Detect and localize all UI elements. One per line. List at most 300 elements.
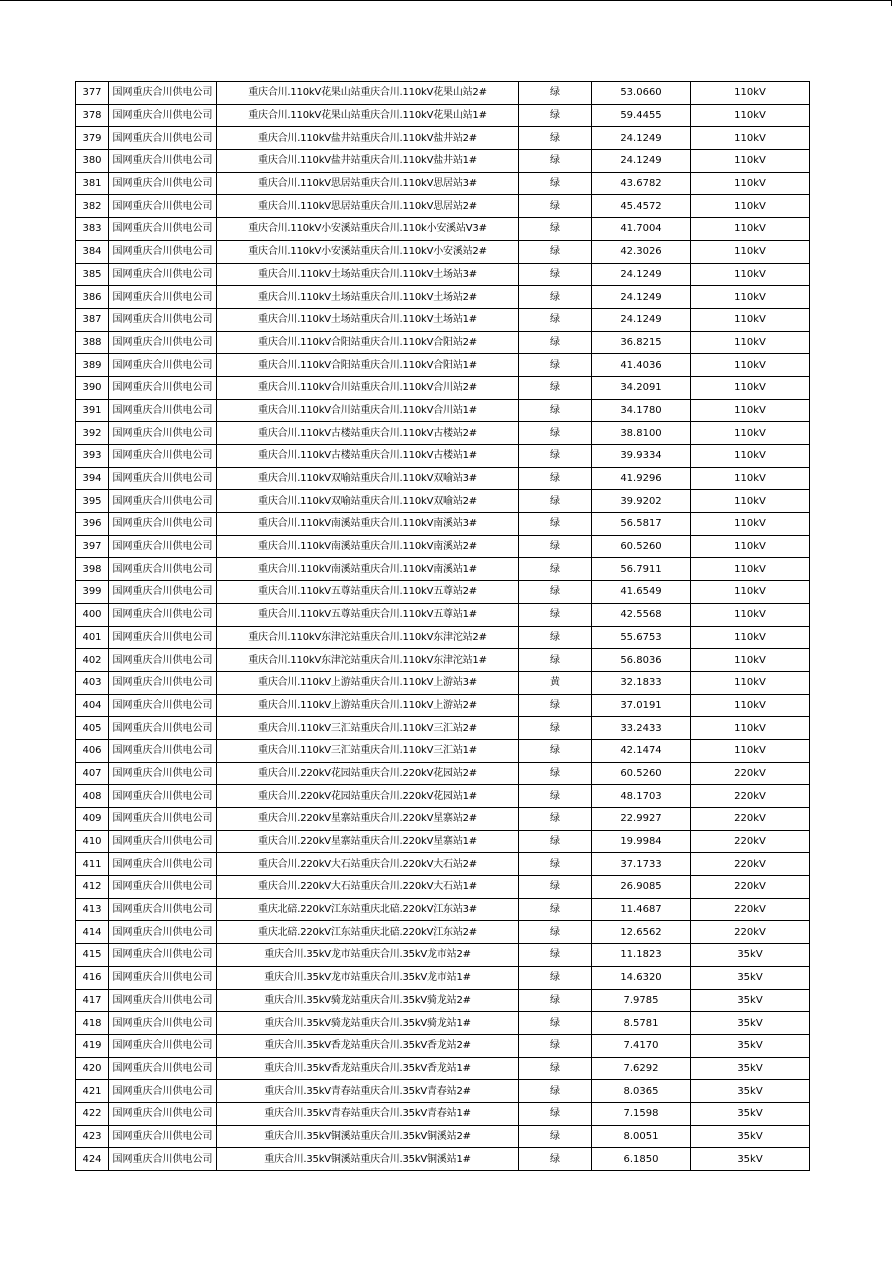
value-cell: 41.4036: [592, 354, 691, 377]
value-cell: 33.2433: [592, 717, 691, 740]
company-cell: 国网重庆合川供电公司: [109, 830, 217, 853]
row-number-cell: 414: [76, 921, 109, 944]
value-cell: 8.0365: [592, 1080, 691, 1103]
table-row: [76, 558, 810, 581]
voltage-level-cell: 110kV: [691, 671, 810, 694]
row-number-cell: 386: [76, 286, 109, 309]
company-cell: 国网重庆合川供电公司: [109, 286, 217, 309]
row-number-cell: 385: [76, 263, 109, 286]
company-cell: 国网重庆合川供电公司: [109, 717, 217, 740]
row-number-cell: 424: [76, 1148, 109, 1171]
row-number-cell: 422: [76, 1102, 109, 1125]
station-name-cell: 重庆合川.110kV合川站重庆合川.110kV合川站2#: [217, 376, 519, 399]
status-color-cell: 绿: [519, 694, 592, 717]
table-row: [76, 989, 810, 1012]
table-row: [76, 603, 810, 626]
status-color-cell: 绿: [519, 558, 592, 581]
station-name-cell: 重庆合川.110kV土场站重庆合川.110kV土场站1#: [217, 308, 519, 331]
table-row: [76, 808, 810, 831]
station-name-cell: 重庆合川.220kV星寨站重庆合川.220kV星寨站2#: [217, 808, 519, 831]
table-row: [76, 513, 810, 536]
table-row: [76, 717, 810, 740]
station-name-cell: 重庆合川.110kV五尊站重庆合川.110kV五尊站1#: [217, 603, 519, 626]
company-cell: 国网重庆合川供电公司: [109, 445, 217, 468]
station-name-cell: 重庆合川.110kV南溪站重庆合川.110kV南溪站2#: [217, 535, 519, 558]
value-cell: 41.7004: [592, 218, 691, 241]
value-cell: 14.6320: [592, 966, 691, 989]
value-cell: 19.9984: [592, 830, 691, 853]
table-row: [76, 853, 810, 876]
company-cell: 国网重庆合川供电公司: [109, 853, 217, 876]
value-cell: 7.9785: [592, 989, 691, 1012]
voltage-level-cell: 110kV: [691, 150, 810, 173]
voltage-level-cell: 110kV: [691, 626, 810, 649]
company-cell: 国网重庆合川供电公司: [109, 649, 217, 672]
voltage-level-cell: 35kV: [691, 1034, 810, 1057]
row-number-cell: 413: [76, 898, 109, 921]
company-cell: 国网重庆合川供电公司: [109, 581, 217, 604]
status-color-cell: 绿: [519, 1012, 592, 1035]
company-cell: 国网重庆合川供电公司: [109, 150, 217, 173]
table-row: [76, 785, 810, 808]
row-number-cell: 419: [76, 1034, 109, 1057]
voltage-level-cell: 220kV: [691, 808, 810, 831]
voltage-level-cell: 110kV: [691, 490, 810, 513]
status-color-cell: 绿: [519, 785, 592, 808]
status-color-cell: 绿: [519, 853, 592, 876]
value-cell: 53.0660: [592, 82, 691, 105]
table-row: [76, 376, 810, 399]
station-name-cell: 重庆合川.110kV合川站重庆合川.110kV合川站1#: [217, 399, 519, 422]
status-color-cell: 绿: [519, 354, 592, 377]
row-number-cell: 394: [76, 467, 109, 490]
company-cell: 国网重庆合川供电公司: [109, 240, 217, 263]
voltage-level-cell: 220kV: [691, 876, 810, 899]
station-name-cell: 重庆合川.220kV星寨站重庆合川.220kV星寨站1#: [217, 830, 519, 853]
row-number-cell: 381: [76, 172, 109, 195]
status-color-cell: 绿: [519, 240, 592, 263]
row-number-cell: 390: [76, 376, 109, 399]
company-cell: 国网重庆合川供电公司: [109, 1148, 217, 1171]
status-color-cell: 绿: [519, 218, 592, 241]
table-row: [76, 467, 810, 490]
row-number-cell: 415: [76, 944, 109, 967]
status-color-cell: 绿: [519, 717, 592, 740]
table-row: [76, 104, 810, 127]
station-name-cell: 重庆合川.220kV大石站重庆合川.220kV大石站2#: [217, 853, 519, 876]
table-row: [76, 195, 810, 218]
status-color-cell: 绿: [519, 376, 592, 399]
value-cell: 24.1249: [592, 286, 691, 309]
value-cell: 39.9202: [592, 490, 691, 513]
voltage-level-cell: 220kV: [691, 853, 810, 876]
row-number-cell: 388: [76, 331, 109, 354]
station-name-cell: 重庆合川.110kV五尊站重庆合川.110kV五尊站2#: [217, 581, 519, 604]
voltage-level-cell: 110kV: [691, 603, 810, 626]
company-cell: 国网重庆合川供电公司: [109, 104, 217, 127]
value-cell: 11.4687: [592, 898, 691, 921]
table-row: [76, 490, 810, 513]
company-cell: 国网重庆合川供电公司: [109, 1125, 217, 1148]
company-cell: 国网重庆合川供电公司: [109, 354, 217, 377]
row-number-cell: 378: [76, 104, 109, 127]
value-cell: 32.1833: [592, 671, 691, 694]
status-color-cell: 绿: [519, 739, 592, 762]
station-name-cell: 重庆合川.110kV南溪站重庆合川.110kV南溪站1#: [217, 558, 519, 581]
table-row: [76, 830, 810, 853]
status-color-cell: 绿: [519, 535, 592, 558]
voltage-level-cell: 220kV: [691, 898, 810, 921]
row-number-cell: 393: [76, 445, 109, 468]
status-color-cell: 绿: [519, 308, 592, 331]
company-cell: 国网重庆合川供电公司: [109, 671, 217, 694]
row-number-cell: 411: [76, 853, 109, 876]
row-number-cell: 384: [76, 240, 109, 263]
table-row: [76, 1080, 810, 1103]
voltage-level-cell: 110kV: [691, 331, 810, 354]
company-cell: 国网重庆合川供电公司: [109, 989, 217, 1012]
status-color-cell: 绿: [519, 966, 592, 989]
row-number-cell: 404: [76, 694, 109, 717]
voltage-level-cell: 35kV: [691, 1057, 810, 1080]
status-color-cell: 黄: [519, 671, 592, 694]
station-name-cell: 重庆合川.35kV青春站重庆合川.35kV青春站2#: [217, 1080, 519, 1103]
value-cell: 12.6562: [592, 921, 691, 944]
status-color-cell: 绿: [519, 898, 592, 921]
company-cell: 国网重庆合川供电公司: [109, 966, 217, 989]
table-row: [76, 150, 810, 173]
row-number-cell: 402: [76, 649, 109, 672]
company-cell: 国网重庆合川供电公司: [109, 422, 217, 445]
voltage-level-cell: 110kV: [691, 263, 810, 286]
voltage-level-cell: 110kV: [691, 581, 810, 604]
row-number-cell: 387: [76, 308, 109, 331]
station-name-cell: 重庆合川.35kV香龙站重庆合川.35kV香龙站2#: [217, 1034, 519, 1057]
voltage-level-cell: 110kV: [691, 422, 810, 445]
company-cell: 国网重庆合川供电公司: [109, 944, 217, 967]
station-name-cell: 重庆北碚.220kV江东站重庆北碚.220kV江东站2#: [217, 921, 519, 944]
row-number-cell: 421: [76, 1080, 109, 1103]
company-cell: 国网重庆合川供电公司: [109, 399, 217, 422]
company-cell: 国网重庆合川供电公司: [109, 898, 217, 921]
voltage-level-cell: 35kV: [691, 1102, 810, 1125]
row-number-cell: 408: [76, 785, 109, 808]
value-cell: 48.1703: [592, 785, 691, 808]
table-body: [76, 82, 810, 1171]
value-cell: 24.1249: [592, 127, 691, 150]
table-row: [76, 354, 810, 377]
value-cell: 11.1823: [592, 944, 691, 967]
station-name-cell: 重庆合川.110kV上游站重庆合川.110kV上游站3#: [217, 671, 519, 694]
station-name-cell: 重庆合川.220kV花园站重庆合川.220kV花园站2#: [217, 762, 519, 785]
status-color-cell: 绿: [519, 581, 592, 604]
station-name-cell: 重庆合川.110kV合阳站重庆合川.110kV合阳站1#: [217, 354, 519, 377]
value-cell: 34.1780: [592, 399, 691, 422]
row-number-cell: 395: [76, 490, 109, 513]
status-color-cell: 绿: [519, 127, 592, 150]
table-row: [76, 263, 810, 286]
table-row: [76, 1148, 810, 1171]
value-cell: 39.9334: [592, 445, 691, 468]
value-cell: 22.9927: [592, 808, 691, 831]
voltage-level-cell: 110kV: [691, 649, 810, 672]
row-number-cell: 412: [76, 876, 109, 899]
table-row: [76, 1102, 810, 1125]
row-number-cell: 406: [76, 739, 109, 762]
company-cell: 国网重庆合川供电公司: [109, 467, 217, 490]
company-cell: 国网重庆合川供电公司: [109, 876, 217, 899]
status-color-cell: 绿: [519, 331, 592, 354]
company-cell: 国网重庆合川供电公司: [109, 921, 217, 944]
station-name-cell: 重庆合川.220kV大石站重庆合川.220kV大石站1#: [217, 876, 519, 899]
table-row: [76, 1012, 810, 1035]
station-name-cell: 重庆合川.110kV东津沱站重庆合川.110kV东津沱站2#: [217, 626, 519, 649]
value-cell: 60.5260: [592, 535, 691, 558]
voltage-level-cell: 110kV: [691, 467, 810, 490]
voltage-level-cell: 35kV: [691, 1012, 810, 1035]
status-color-cell: 绿: [519, 399, 592, 422]
station-name-cell: 重庆合川.35kV铜溪站重庆合川.35kV铜溪站1#: [217, 1148, 519, 1171]
row-number-cell: 420: [76, 1057, 109, 1080]
company-cell: 国网重庆合川供电公司: [109, 558, 217, 581]
station-name-cell: 重庆合川.110kV盐井站重庆合川.110kV盐井站1#: [217, 150, 519, 173]
status-color-cell: 绿: [519, 649, 592, 672]
station-name-cell: 重庆合川.35kV香龙站重庆合川.35kV香龙站1#: [217, 1057, 519, 1080]
status-color-cell: 绿: [519, 445, 592, 468]
status-color-cell: 绿: [519, 82, 592, 105]
value-cell: 56.8036: [592, 649, 691, 672]
voltage-level-cell: 110kV: [691, 82, 810, 105]
voltage-level-cell: 220kV: [691, 762, 810, 785]
table-row: [76, 1034, 810, 1057]
station-name-cell: 重庆合川.110kV双喻站重庆合川.110kV双喻站2#: [217, 490, 519, 513]
company-cell: 国网重庆合川供电公司: [109, 762, 217, 785]
value-cell: 8.5781: [592, 1012, 691, 1035]
table-row: [76, 966, 810, 989]
value-cell: 26.9085: [592, 876, 691, 899]
status-color-cell: 绿: [519, 762, 592, 785]
table-row: [76, 626, 810, 649]
status-color-cell: 绿: [519, 1034, 592, 1057]
row-number-cell: 396: [76, 513, 109, 536]
row-number-cell: 418: [76, 1012, 109, 1035]
station-name-cell: 重庆合川.110kV小安溪站重庆合川.110kV小安溪站2#: [217, 240, 519, 263]
station-name-cell: 重庆合川.110kV思居站重庆合川.110kV思居站2#: [217, 195, 519, 218]
voltage-level-cell: 110kV: [691, 445, 810, 468]
station-name-cell: 重庆合川.35kV龙市站重庆合川.35kV龙市站2#: [217, 944, 519, 967]
value-cell: 37.0191: [592, 694, 691, 717]
row-number-cell: 391: [76, 399, 109, 422]
table-row: [76, 331, 810, 354]
table-row: [76, 82, 810, 105]
value-cell: 42.1474: [592, 739, 691, 762]
table-row: [76, 172, 810, 195]
value-cell: 56.7911: [592, 558, 691, 581]
table-row: [76, 944, 810, 967]
table-row: [76, 1057, 810, 1080]
company-cell: 国网重庆合川供电公司: [109, 808, 217, 831]
table-row: [76, 739, 810, 762]
voltage-level-cell: 110kV: [691, 127, 810, 150]
voltage-level-cell: 35kV: [691, 944, 810, 967]
company-cell: 国网重庆合川供电公司: [109, 172, 217, 195]
voltage-level-cell: 110kV: [691, 376, 810, 399]
status-color-cell: 绿: [519, 1080, 592, 1103]
value-cell: 42.5568: [592, 603, 691, 626]
voltage-level-cell: 35kV: [691, 1148, 810, 1171]
status-color-cell: 绿: [519, 944, 592, 967]
station-name-cell: 重庆合川.110kV花果山站重庆合川.110kV花果山站1#: [217, 104, 519, 127]
station-name-cell: 重庆合川.110kV三汇站重庆合川.110kV三汇站1#: [217, 739, 519, 762]
table-row: [76, 898, 810, 921]
row-number-cell: 416: [76, 966, 109, 989]
company-cell: 国网重庆合川供电公司: [109, 331, 217, 354]
voltage-level-cell: 110kV: [691, 558, 810, 581]
row-number-cell: 397: [76, 535, 109, 558]
value-cell: 34.2091: [592, 376, 691, 399]
company-cell: 国网重庆合川供电公司: [109, 694, 217, 717]
station-name-cell: 重庆合川.35kV骑龙站重庆合川.35kV骑龙站2#: [217, 989, 519, 1012]
table-row: [76, 649, 810, 672]
company-cell: 国网重庆合川供电公司: [109, 739, 217, 762]
row-number-cell: 405: [76, 717, 109, 740]
value-cell: 7.4170: [592, 1034, 691, 1057]
voltage-level-cell: 110kV: [691, 717, 810, 740]
company-cell: 国网重庆合川供电公司: [109, 308, 217, 331]
value-cell: 8.0051: [592, 1125, 691, 1148]
table-row: [76, 218, 810, 241]
station-name-cell: 重庆合川.110kV合阳站重庆合川.110kV合阳站2#: [217, 331, 519, 354]
station-name-cell: 重庆合川.110kV上游站重庆合川.110kV上游站2#: [217, 694, 519, 717]
company-cell: 国网重庆合川供电公司: [109, 376, 217, 399]
row-number-cell: 400: [76, 603, 109, 626]
table-row: [76, 240, 810, 263]
value-cell: 24.1249: [592, 308, 691, 331]
status-color-cell: 绿: [519, 1102, 592, 1125]
value-cell: 59.4455: [592, 104, 691, 127]
voltage-level-cell: 220kV: [691, 830, 810, 853]
voltage-level-cell: 35kV: [691, 1080, 810, 1103]
table-row: [76, 921, 810, 944]
table-row: [76, 286, 810, 309]
station-name-cell: 重庆合川.110kV双喻站重庆合川.110kV双喻站3#: [217, 467, 519, 490]
value-cell: 43.6782: [592, 172, 691, 195]
value-cell: 7.1598: [592, 1102, 691, 1125]
voltage-level-cell: 35kV: [691, 989, 810, 1012]
status-color-cell: 绿: [519, 490, 592, 513]
status-color-cell: 绿: [519, 467, 592, 490]
voltage-level-cell: 110kV: [691, 535, 810, 558]
status-color-cell: 绿: [519, 876, 592, 899]
value-cell: 41.9296: [592, 467, 691, 490]
row-number-cell: 403: [76, 671, 109, 694]
company-cell: 国网重庆合川供电公司: [109, 1080, 217, 1103]
row-number-cell: 389: [76, 354, 109, 377]
value-cell: 45.4572: [592, 195, 691, 218]
company-cell: 国网重庆合川供电公司: [109, 82, 217, 105]
voltage-level-cell: 220kV: [691, 921, 810, 944]
row-number-cell: 392: [76, 422, 109, 445]
voltage-level-cell: 110kV: [691, 739, 810, 762]
row-number-cell: 383: [76, 218, 109, 241]
value-cell: 6.1850: [592, 1148, 691, 1171]
table-row: [76, 671, 810, 694]
company-cell: 国网重庆合川供电公司: [109, 535, 217, 558]
status-color-cell: 绿: [519, 104, 592, 127]
company-cell: 国网重庆合川供电公司: [109, 603, 217, 626]
table-row: [76, 581, 810, 604]
voltage-level-cell: 110kV: [691, 104, 810, 127]
table-row: [76, 422, 810, 445]
voltage-level-cell: 220kV: [691, 785, 810, 808]
value-cell: 60.5260: [592, 762, 691, 785]
company-cell: 国网重庆合川供电公司: [109, 218, 217, 241]
station-name-cell: 重庆合川.35kV龙市站重庆合川.35kV龙市站1#: [217, 966, 519, 989]
row-number-cell: 409: [76, 808, 109, 831]
company-cell: 国网重庆合川供电公司: [109, 1057, 217, 1080]
value-cell: 56.5817: [592, 513, 691, 536]
station-name-cell: 重庆合川.110kV古楼站重庆合川.110kV古楼站1#: [217, 445, 519, 468]
status-color-cell: 绿: [519, 172, 592, 195]
table-row: [76, 399, 810, 422]
station-name-cell: 重庆北碚.220kV江东站重庆北碚.220kV江东站3#: [217, 898, 519, 921]
value-cell: 24.1249: [592, 263, 691, 286]
status-color-cell: 绿: [519, 422, 592, 445]
row-number-cell: 401: [76, 626, 109, 649]
value-cell: 36.8215: [592, 331, 691, 354]
row-number-cell: 417: [76, 989, 109, 1012]
status-color-cell: 绿: [519, 989, 592, 1012]
company-cell: 国网重庆合川供电公司: [109, 1034, 217, 1057]
company-cell: 国网重庆合川供电公司: [109, 195, 217, 218]
row-number-cell: 379: [76, 127, 109, 150]
row-number-cell: 377: [76, 82, 109, 105]
table-row: [76, 445, 810, 468]
voltage-level-cell: 110kV: [691, 172, 810, 195]
station-name-cell: 重庆合川.35kV铜溪站重庆合川.35kV铜溪站2#: [217, 1125, 519, 1148]
company-cell: 国网重庆合川供电公司: [109, 127, 217, 150]
company-cell: 国网重庆合川供电公司: [109, 490, 217, 513]
value-cell: 41.6549: [592, 581, 691, 604]
station-name-cell: 重庆合川.110kV三汇站重庆合川.110kV三汇站2#: [217, 717, 519, 740]
station-name-cell: 重庆合川.35kV青春站重庆合川.35kV青春站1#: [217, 1102, 519, 1125]
voltage-level-cell: 110kV: [691, 308, 810, 331]
value-cell: 37.1733: [592, 853, 691, 876]
status-color-cell: 绿: [519, 195, 592, 218]
station-name-cell: 重庆合川.110kV南溪站重庆合川.110kV南溪站3#: [217, 513, 519, 536]
table-row: [76, 308, 810, 331]
row-number-cell: 407: [76, 762, 109, 785]
table-row: [76, 694, 810, 717]
value-cell: 55.6753: [592, 626, 691, 649]
voltage-level-cell: 110kV: [691, 513, 810, 536]
status-color-cell: 绿: [519, 263, 592, 286]
status-color-cell: 绿: [519, 286, 592, 309]
station-capacity-table: [75, 81, 810, 1171]
table-row: [76, 1125, 810, 1148]
voltage-level-cell: 110kV: [691, 399, 810, 422]
value-cell: 42.3026: [592, 240, 691, 263]
table-row: [76, 127, 810, 150]
page-top-border: [0, 0, 892, 1]
table-row: [76, 535, 810, 558]
station-name-cell: 重庆合川.110kV古楼站重庆合川.110kV古楼站2#: [217, 422, 519, 445]
row-number-cell: 410: [76, 830, 109, 853]
station-name-cell: 重庆合川.110kV思居站重庆合川.110kV思居站3#: [217, 172, 519, 195]
value-cell: 7.6292: [592, 1057, 691, 1080]
row-number-cell: 382: [76, 195, 109, 218]
status-color-cell: 绿: [519, 1057, 592, 1080]
